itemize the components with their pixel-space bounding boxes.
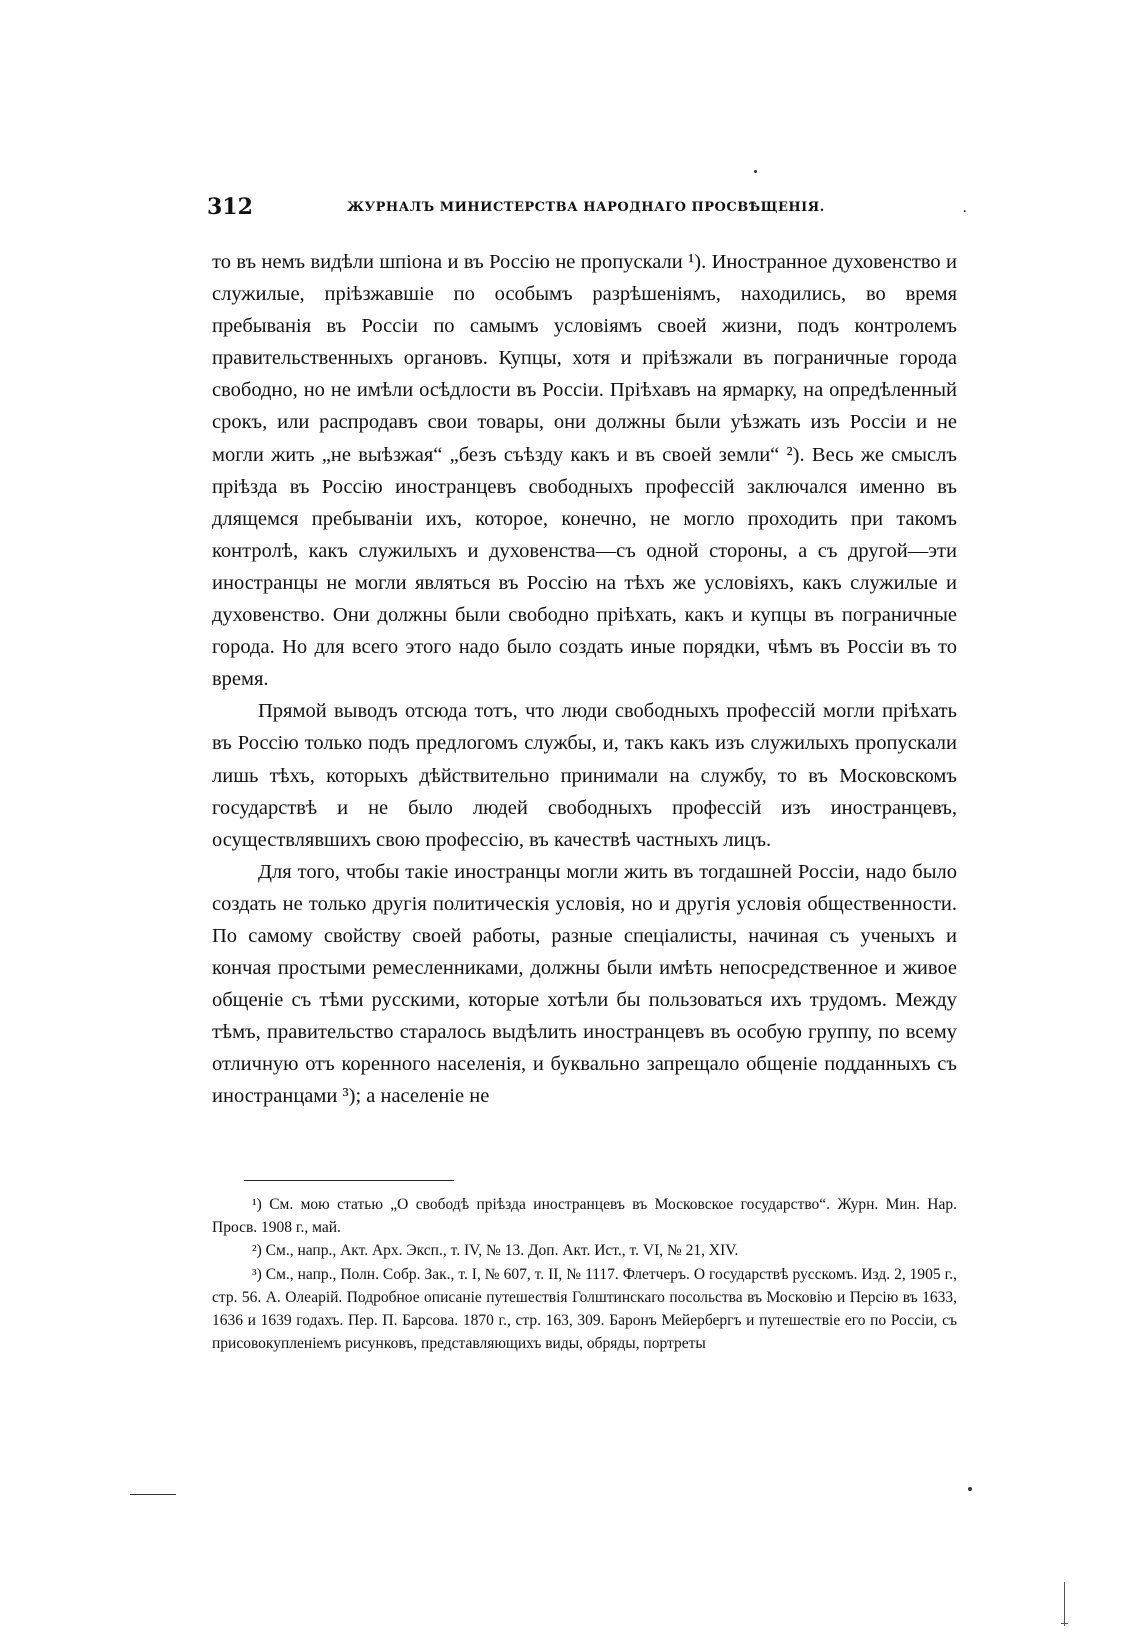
page-number: 312 <box>207 194 253 220</box>
running-head-mark: . <box>962 200 967 216</box>
scan-edge-tick <box>1061 1623 1068 1624</box>
paragraph: то въ немъ видѣли шпіона и въ Россію не пропускали ¹). Иностранное духовенство и служилые, пріѣзжавшіе по особымъ разрѣшеніямъ, находились, во время пребыванія въ Россіи по самымъ условіямъ своей жизни, подъ контролемъ правительственныхъ органовъ. Купцы, хотя и пріѣзжали въ пограничные города свободно, но не имѣли осѣдлости въ Россіи. Пріѣхавъ на ярмарку, на опредѣленный срокъ, или распродавъ свои товары, они должны были уѣзжать изъ Россіи и не могли жить „не выѣзжая“ „безъ съѣзду какъ и въ своей земли“ ²). Весь же смыслъ пріѣзда въ Россію иностранцевъ свободныхъ профессій заключался именно въ длящемся пребываніи ихъ, которое, конечно, не могло проходить при такомъ контролѣ, какъ служилыхъ и духовенства—съ одной стороны, а съ другой—эти иностранцы не могли являться въ Россію на тѣхъ же условіяхъ, какъ служилые и духовенство. Они должны были свободно пріѣхать, какъ и купцы въ пограничные города. Но для всего этого надо было создать иные порядки, чѣмъ въ Россіи въ то время. <box>212 251 957 691</box>
footnote-separator <box>244 1180 454 1181</box>
print-speck <box>754 170 757 173</box>
scan-mark <box>130 1494 176 1495</box>
scan-speck <box>968 1487 972 1491</box>
journal-title: ЖУРНАЛЪ МИНИСТЕРСТВА НАРОДНАГО ПРОСВѢЩЕНІЯ. <box>347 200 825 215</box>
scan-edge-mark <box>1064 1582 1065 1626</box>
footnotes <box>212 1193 957 1355</box>
running-head <box>207 194 967 224</box>
paragraph: Для того, чтобы такіе иностранцы могли жить въ тогдашней Россіи, надо было создать не только другія политическія условія, но и другія условія общественности. По самому свойству своей работы, разные спеціалисты, начиная съ ученыхъ и кончая простыми ремесленниками, должны были имѣть непосредственное и живое общеніе съ тѣми русскими, которые хотѣли бы пользоваться ихъ трудомъ. Между тѣмъ, правительство старалось выдѣлить иностранцевъ въ особую группу, по всему отличную отъ коренного населенія, и буквально запрещало общеніе подданныхъ съ иностранцами ³); а населеніе не <box>212 860 957 1108</box>
footnote-1: ¹) См. мою статью „О свободѣ пріѣзда иностранцевъ въ Московское государство“. Журн. Мин. Нар. Просв. 1908 г., май. <box>212 1196 957 1237</box>
footnote-2: ²) См., напр., Акт. Арх. Эксп., т. IV, № 13. Доп. Акт. Ист., т. VI, № 21, XIV. <box>252 1242 739 1260</box>
footnote-3: ³) См., напр., Полн. Собр. Зак., т. I, № 607, т. II, № 1117. Флетчеръ. О государствѣ русскомъ. Изд. 2, 1905 г., стр. 56. А. Олеарій. Подробное описаніе путешествія Голштинскаго посольства въ Московію и Персію въ 1633, 1636 и 1639 годахъ. Пер. П. Барсова. 1870 г., стр. 163, 309. Баронъ Мейербергъ и путешествіе его по Россіи, съ присовокупленіемъ рисунковъ, представляющихъ виды, обряды, портреты <box>212 1265 957 1353</box>
paragraph: Прямой выводъ отсюда тотъ, что люди свободныхъ профессій могли пріѣхать въ Россію только подъ предлогомъ службы, и, такъ какъ изъ служилыхъ пропускали лишь тѣхъ, которыхъ дѣйствительно принимали на службу, то въ Московскомъ государствѣ и не было людей свободныхъ профессій изъ иностранцевъ, осуществлявшихъ свою профессію, въ качествѣ частныхъ лицъ. <box>212 700 957 851</box>
main-text <box>212 246 957 1113</box>
